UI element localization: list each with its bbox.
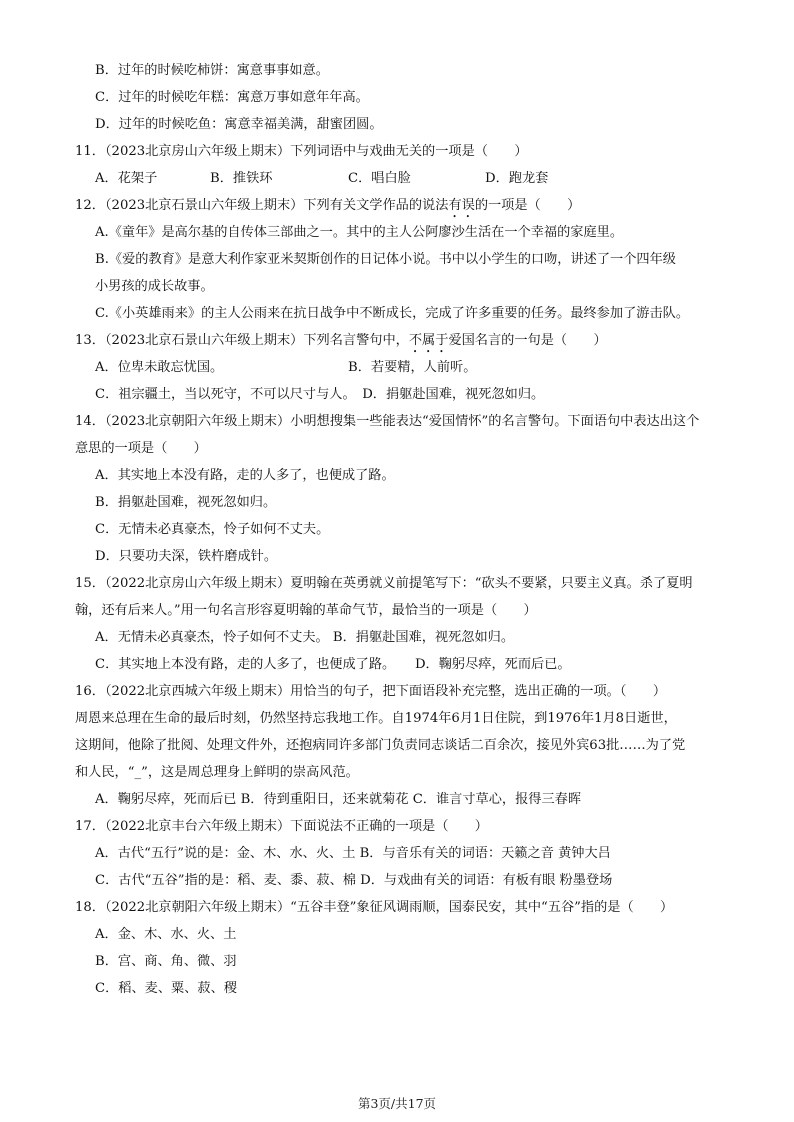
option-a-q18: A．金、木、水、火、土 [95,927,237,942]
question-15-line1: 15．（2022北京房山六年级上期末）夏明翰在英勇就义前提笔写下：“砍头不要紧，只要主义真。杀了夏明 [75,576,693,591]
question-14-line2: 意思的一项是（ ） [75,441,207,456]
question-16-passage-line3: 和人民，“_”，这是周总理身上鲜明的崇高风范。 [75,765,359,780]
question-14-line1: 14．（2023北京朝阳六年级上期末）小明想搜集一些能表达“爱国情怀”的名言警句。下面语句中表达出这个 [75,414,700,429]
option-c-q14: C．无情未必真豪杰，怜子如何不丈夫。 [95,522,330,537]
question-11: 11．（2023北京房山六年级上期末）下列词语中与戏曲无关的一项是（ ） [75,144,528,159]
question-13 [75,332,607,356]
option-d-q14: D．只要功夫深，铁杵磨成针。 [95,549,278,564]
question-13-text-end: 爱国名言的一句是（ ） [448,333,607,348]
question-12-text: 12．（2023北京石景山六年级上期末）下列有关文学作品的说法 [75,198,449,213]
question-15-options-cd: C．其实地上本没有路，走的人多了，也便成了路。 D．鞠躬尽瘁，死而后已。 [95,657,571,672]
question-13-options-cd: C．祖宗疆土，当以死守，不可以尺寸与人。 D．捐躯赴国难，视死忽如归。 [95,387,545,402]
question-16-passage-line2: 这期间，他除了批阅、处理文件外，还抱病同许多部门负责同志谈话二百余次，接见外宾63批……为了党 [75,738,686,753]
question-16-options: A．鞠躬尽瘁，死而后已 B．待到重阳日，还来就菊花 C．谁言寸草心，报得三春晖 [95,792,582,807]
option-a-q11: A．花架子 [95,171,158,186]
question-17-options-cd: C．古代“五谷”指的是：稻、麦、黍、菽、棉 D．与戏曲有关的词语：有板有眼 粉墨登场 [95,873,613,888]
question-18: 18．（2022北京朝阳六年级上期末）“五谷丰登”象征风调雨顺，国泰民安，其中“五谷”指的是（ ） [75,900,674,915]
option-b-q12-line2: 小男孩的成长故事。 [95,279,214,294]
question-13-emphasis: 不属于 [408,333,449,348]
option-b-q10: B．过年的时候吃柿饼：寓意事事如意。 [95,63,329,78]
option-d-q10: D．过年的时候吃鱼：寓意幸福美满，甜蜜团圆。 [95,117,383,132]
question-12-text-end: 的一项是（ ） [474,198,581,213]
question-17: 17．（2022北京丰台六年级上期末）下面说法不正确的一项是（ ） [75,819,488,834]
question-15-options-ab: A．无情未必真豪杰，怜子如何不丈夫。 B．捐躯赴国难，视死忽如归。 [95,630,515,645]
question-13-text: 13．（2023北京石景山六年级上期末）下列名言警句中， [75,333,409,348]
question-16: 16．（2022北京西城六年级上期末）用恰当的句子，把下面语段补充完整，选出正确的一项。（ ） [75,684,667,699]
option-a-q12: A.《童年》是高尔基的自传体三部曲之一。其中的主人公阿廖沙生活在一个幸福的家庭里。 [95,225,624,240]
question-12 [75,197,580,221]
page-footer: 第3页/共17页 [357,1096,437,1111]
option-b-q12-line1: B.《爱的教育》是意大利作家亚米契斯创作的日记体小说。书中以小学生的口吻，讲述了一个四年级 [95,252,676,267]
question-12-emphasis: 有误 [448,198,475,213]
option-a-q13: A．位卑未敢忘忧国。 [95,360,224,375]
option-c-q10: C．过年的时候吃年糕：寓意万事如意年年高。 [95,90,369,105]
question-15-line2: 翰，还有后来人。”用一句名言形容夏明翰的革命气节，最恰当的一项是（ ） [75,603,537,618]
option-b-q14: B．捐躯赴国难，视死忽如归。 [95,495,277,510]
option-c-q12: C.《小英雄雨来》的主人公雨来在抗日战争中不断成长，完成了许多重要的任务。最终参加了游击队。 [95,306,690,321]
question-17-options-ab: A．古代“五行”说的是：金、木、水、火、土 B．与音乐有关的词语：天籁之音 黄钟大吕 [95,846,611,861]
option-c-q11: C．唱白脸 [348,171,411,186]
question-16-passage-line1: 周恩来总理在生命的最后时刻，仍然坚持忘我地工作。自1974年6月1日住院，到1976年1月8日逝世， [75,711,677,726]
option-c-q18: C．稻、麦、粟、菽、稷 [95,981,237,996]
option-a-q14: A．其实地上本没有路，走的人多了，也便成了路。 [95,468,395,483]
option-b-q13: B．若要精，人前听。 [348,360,477,375]
option-d-q11: D．跑龙套 [485,171,549,186]
option-b-q11: B．推铁环 [210,171,273,186]
option-b-q18: B．宫、商、角、微、羽 [95,954,237,969]
